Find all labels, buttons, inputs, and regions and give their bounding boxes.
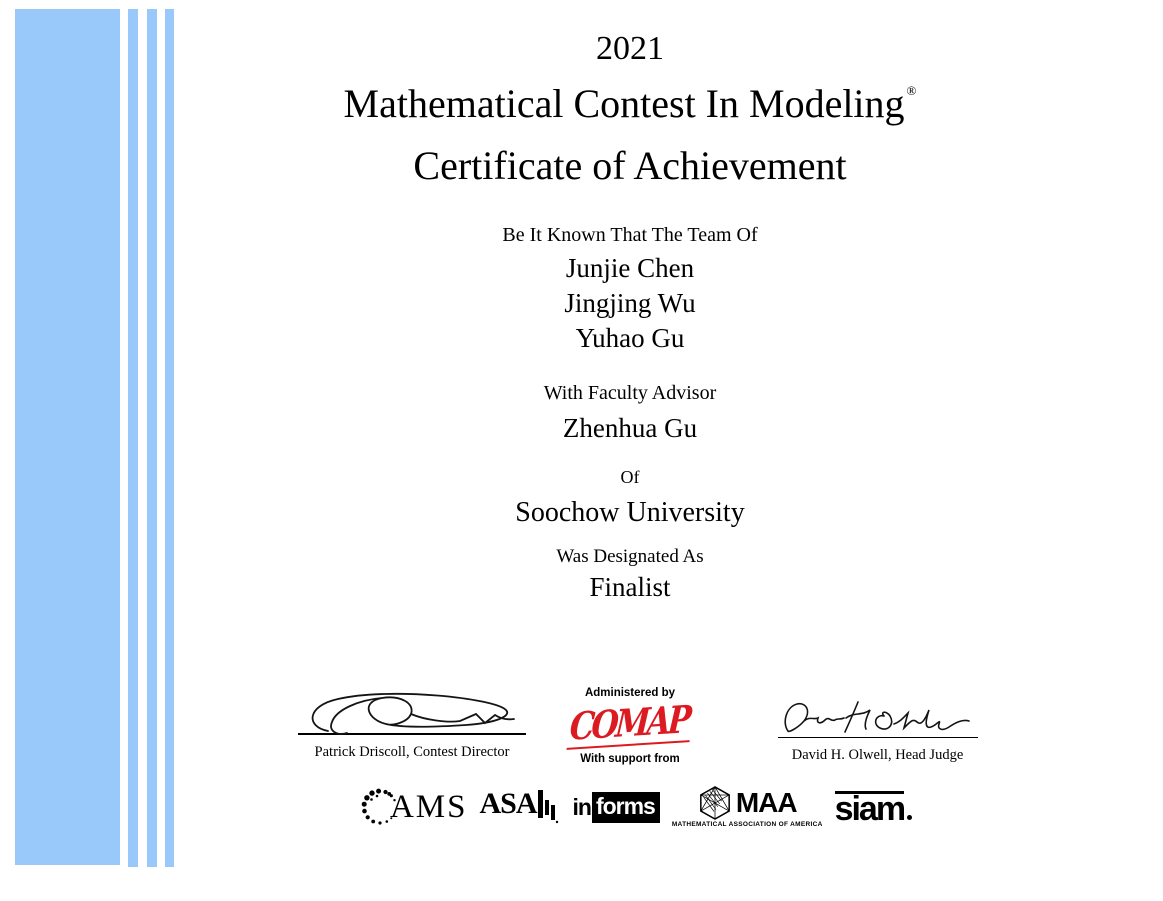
certificate-title: [97, 82, 1163, 127]
informs-logo-forms-text: forms: [592, 792, 660, 823]
administered-by-label: Administered by: [584, 687, 676, 699]
team-member-1: Junjie Chen: [565, 253, 695, 283]
designation-intro-text: Was Designated As: [556, 546, 704, 567]
maa-logo-subtext: MATHEMATICAL ASSOCIATION OF AMERICA: [671, 821, 823, 828]
team-member-2: Jingjing Wu: [564, 288, 696, 318]
contest-director-signature-block: [292, 690, 532, 761]
team-intro-text: Be It Known That The Team Of: [502, 224, 758, 246]
team-member-3: Yuhao Gu: [575, 323, 685, 353]
asa-bars-icon: [538, 790, 560, 826]
asa-logo-text: ASA: [479, 786, 537, 820]
support-from-label: With support from: [580, 753, 680, 765]
certificate-subtitle: Certificate of Achievement: [413, 143, 847, 188]
comap-logo: [545, 696, 715, 751]
siam-registered-dot-icon: [907, 815, 912, 820]
administered-by-block: [545, 687, 715, 765]
of-label: Of: [620, 467, 640, 487]
informs-logo-in-text: in: [572, 793, 591, 820]
siam-logo: [834, 789, 913, 828]
head-judge-signature-block: [765, 696, 990, 764]
registered-trademark-symbol: ®: [906, 83, 917, 98]
informs-logo: [572, 792, 659, 823]
maa-icosahedron-icon: [698, 786, 732, 820]
designation-name: Finalist: [589, 572, 671, 602]
head-judge-name: David H. Olwell, Head Judge: [791, 747, 964, 763]
driscoll-signature-icon: [298, 690, 526, 736]
maa-logo-text: MAA: [735, 787, 797, 818]
certificate-year: 2021: [596, 30, 664, 67]
siam-logo-text: siam: [834, 789, 905, 828]
sponsor-logos-row: [375, 781, 905, 833]
asa-logo: [479, 786, 560, 826]
signature-line-right: [778, 737, 978, 738]
maa-logo: [672, 786, 823, 828]
signature-line-left: [298, 733, 526, 735]
contest-director-name: Patrick Driscoll, Contest Director: [314, 744, 510, 760]
ams-logo-text: AMS: [389, 788, 468, 825]
certificate-title-text: Mathematical Contest In Modeling: [343, 81, 905, 126]
advisor-intro-text: With Faculty Advisor: [543, 382, 717, 404]
ams-logo: [358, 783, 468, 831]
institution-name: Soochow University: [515, 497, 745, 528]
olwell-signature-icon: [778, 696, 978, 740]
advisor-name: Zhenhua Gu: [562, 413, 698, 443]
comap-logo-text: COMAP: [567, 700, 693, 750]
maa-logo-row: [698, 786, 797, 820]
